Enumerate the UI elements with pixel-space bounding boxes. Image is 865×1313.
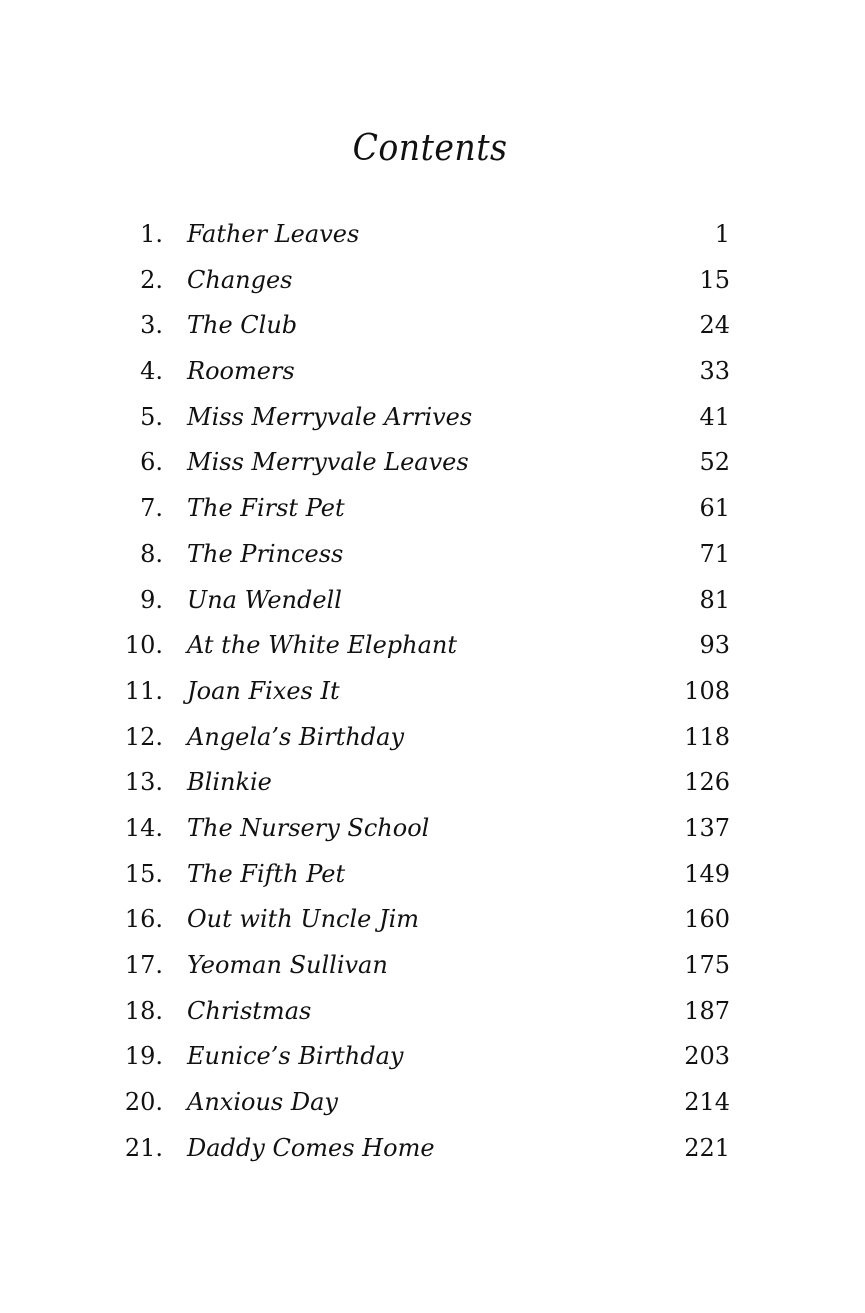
chapter-number: 18.: [124, 996, 163, 1025]
chapter-number: 20.: [124, 1088, 163, 1117]
chapter-title: Miss Merryvale Arrives: [187, 402, 473, 431]
chapter-title: Angela’s Birthday: [187, 722, 405, 751]
toc-row: [0, 762, 865, 808]
chapter-title: Out with Uncle Jim: [187, 905, 420, 934]
page-number: 71: [699, 539, 730, 568]
chapter-number: 10.: [124, 631, 163, 660]
page-number: 118: [684, 722, 730, 751]
chapter-title: The First Pet: [187, 494, 345, 523]
toc-row: [0, 625, 865, 671]
toc-row: [0, 1036, 865, 1082]
page-number: 214: [684, 1088, 730, 1117]
chapter-number: 16.: [124, 905, 163, 934]
page-number: 81: [699, 585, 730, 614]
chapter-title: The Club: [187, 311, 298, 340]
page-number: 1: [714, 220, 730, 248]
page-number: 24: [699, 311, 730, 340]
chapter-title: Miss Merryvale Leaves: [187, 448, 469, 477]
toc-row: [0, 488, 865, 534]
page-number: 187: [684, 996, 730, 1025]
page-number: 221: [684, 1133, 730, 1162]
toc-row: [0, 671, 865, 717]
toc-row: [0, 1082, 865, 1128]
page-number: 41: [699, 402, 730, 431]
toc-row: [0, 397, 865, 443]
toc-row: [0, 899, 865, 945]
chapter-title: Roomers: [187, 357, 295, 386]
chapter-title: Changes: [187, 265, 293, 294]
chapter-number: 2.: [140, 265, 163, 294]
chapter-number: 11.: [124, 676, 163, 705]
chapter-title: The Nursery School: [187, 813, 430, 842]
chapter-number: 19.: [124, 1042, 163, 1071]
toc-row: [0, 260, 865, 306]
page-number: 160: [684, 905, 730, 934]
page-number: 149: [684, 859, 730, 888]
toc-row: [0, 854, 865, 900]
chapter-title: Daddy Comes Home: [187, 1133, 435, 1162]
toc-row: [0, 808, 865, 854]
chapter-title: Father Leaves: [187, 220, 360, 248]
chapter-number: 9.: [140, 585, 163, 614]
chapter-number: 7.: [140, 494, 163, 523]
table-of-contents: [0, 214, 865, 1173]
chapter-title: Christmas: [187, 996, 312, 1025]
chapter-title: Una Wendell: [187, 585, 342, 614]
chapter-number: 5.: [140, 402, 163, 431]
toc-row: [0, 214, 865, 260]
chapter-number: 8.: [140, 539, 163, 568]
chapter-number: 13.: [124, 768, 163, 797]
chapter-number: 15.: [124, 859, 163, 888]
page-title: Contents: [352, 128, 508, 169]
chapter-number: 14.: [124, 813, 163, 842]
toc-row: [0, 1128, 865, 1174]
chapter-number: 3.: [140, 311, 163, 340]
toc-row: [0, 305, 865, 351]
page-number: 203: [684, 1042, 730, 1071]
chapter-number: 12.: [124, 722, 163, 751]
chapter-number: 21.: [124, 1133, 163, 1162]
chapter-title: Eunice’s Birthday: [187, 1042, 404, 1071]
toc-row: [0, 442, 865, 488]
chapter-title: Yeoman Sullivan: [187, 951, 388, 979]
chapter-title: At the White Elephant: [187, 631, 458, 660]
chapter-title: Blinkie: [187, 768, 272, 797]
toc-row: [0, 580, 865, 626]
chapter-number: 6.: [140, 448, 163, 477]
page-number: 175: [684, 951, 730, 979]
toc-row: [0, 534, 865, 580]
page-number: 33: [699, 357, 730, 386]
chapter-title: The Fifth Pet: [187, 859, 346, 888]
page-number: 126: [684, 768, 730, 797]
page-number: 137: [684, 813, 730, 842]
page-number: 93: [699, 631, 730, 660]
chapter-number: 1.: [140, 220, 163, 248]
toc-row: [0, 945, 865, 991]
toc-row: [0, 717, 865, 763]
chapter-number: 17.: [124, 951, 163, 979]
toc-row: [0, 351, 865, 397]
chapter-title: Joan Fixes It: [187, 676, 340, 705]
page-number: 61: [699, 494, 730, 523]
chapter-number: 4.: [140, 357, 163, 386]
page-number: 108: [684, 676, 730, 705]
chapter-title: The Princess: [187, 539, 344, 568]
page-number: 52: [699, 448, 730, 477]
toc-row: [0, 991, 865, 1037]
page-number: 15: [699, 265, 730, 294]
chapter-title: Anxious Day: [187, 1088, 338, 1117]
